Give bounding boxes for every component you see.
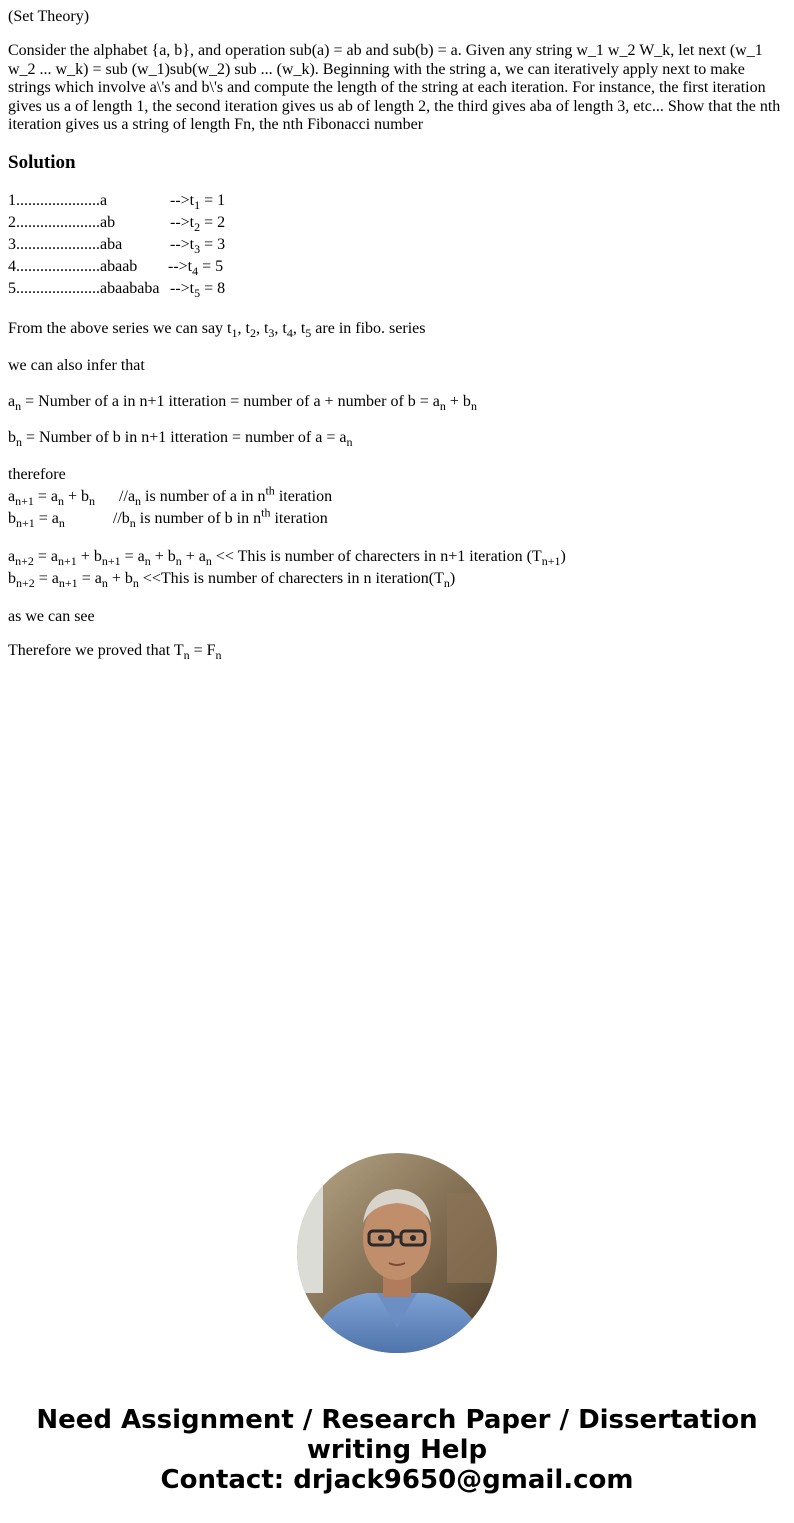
infer-text: we can also infer that [8, 356, 145, 374]
see-text: as we can see [8, 607, 95, 625]
promo-contact: Contact: drjack9650@gmail.com [160, 1465, 634, 1495]
iteration-row: 3.....................aba $-->t_3 = 3$ [8, 236, 226, 257]
promo-line: Need Assignment / Research Paper / Dissertation [36, 1405, 758, 1435]
solution-heading: Solution [8, 152, 76, 174]
fibo-statement: From the above series we can say $t_1$, $t_2$, $t_3$, $t_4$, $t_5$ are in fibo. series [8, 320, 426, 341]
recurrence-b-n2: $b_{n+2} = a_{n+1} = a_n + b_n$ <<This is number of charecters in n $iteration(T_n)$ [8, 569, 456, 590]
document-body [8, 8, 788, 661]
recurrence-expansion [8, 548, 788, 592]
conclusion: Therefore we proved that $T_n = F_n$ [8, 642, 222, 663]
author-photo [297, 1153, 497, 1353]
promo-banner [0, 1405, 794, 1495]
bn-definition: $b_n$ = Number of b in n+1 itteration = number of $a = a_n$ [8, 429, 353, 450]
an-definition: $a_n$ = Number of a in n+1 itteration = number of a + number of $b = a_n + b_n$ [8, 392, 477, 414]
recurrence-b: $b_{n+1} = a_n$ $//b_n$ is number of b in $n^{th}$ iteration [8, 505, 328, 530]
iteration-row: 1.....................a $-->t_1 = 1$ [8, 192, 226, 213]
iteration-list [8, 192, 788, 302]
subject-label: (Set Theory) [8, 8, 90, 25]
recurrence-a: $a_{n+1} = a_n + b_n$ $//a_n$ is number of a in $n^{th}$ iteration [8, 483, 333, 508]
recurrence-block [8, 466, 788, 532]
iteration-row: 2.....................ab $-->t_2 = 2$ [8, 214, 226, 235]
iteration-row: 5.....................abaababa $-->t_5 = 8$ [8, 280, 226, 301]
therefore-label: therefore [8, 465, 66, 483]
promo-line: writing Help [306, 1435, 488, 1465]
recurrence-a-n2: $a_{n+2} = a_{n+1} + b_{n+1} = a_n + b_n + a_n$ << This is number of charecters in n+1 iteration $(T_{n+1})$ [8, 547, 566, 568]
question-text: Consider the alphabet {a, b}, and operation sub(a) = ab and sub(b) = a. Given any string w_1 w_2 W_k, let next (w_1 w_2 ... w_k) = sub (w_1)sub(w_2) sub ... (w_k). Beginning with the string a, we can iteratively apply next to make strings which involve a\'s and b\'s and compute the length of the string at each iteration. For instance, the first iteration gives us a of length 1, the second iteration gives us ab of length 2, the third gives aba of length 3, etc... Show that the nth iteration gives us a string of length Fn, the nth Fibonacci number [8, 42, 781, 133]
iteration-row: 4.....................abaab $-->t_4 = 5$ [8, 258, 224, 279]
